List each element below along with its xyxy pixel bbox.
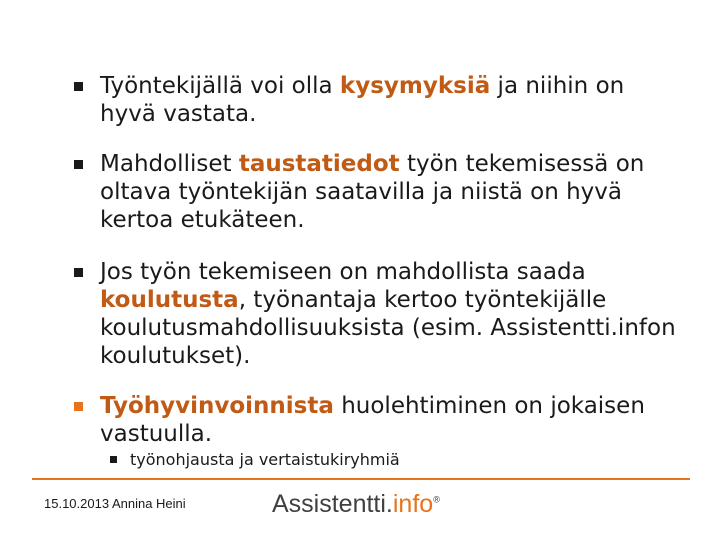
assistentti-logo	[272, 490, 440, 519]
bullet-3-highlight: koulutusta	[100, 287, 239, 313]
bullet-3-text-post: , työnantaja kertoo työntekijälle koulutusmahdollisuuksista (esim. Assistentti.infon koulutukset).	[100, 287, 676, 369]
footer-divider	[32, 478, 690, 480]
bullet-marker	[74, 82, 83, 91]
logo-main-text: Assistentti.	[272, 490, 393, 518]
bullet-1-text-pre: Työntekijällä voi olla	[100, 73, 340, 99]
bullet-4	[72, 392, 682, 448]
bullet-marker-orange	[74, 402, 83, 411]
bullet-1	[72, 72, 682, 128]
bullet-1-text-post: ja niihin on hyvä vastata.	[100, 73, 625, 127]
bullet-2-highlight: taustatiedot	[238, 151, 400, 177]
bullet-2-text-pre: Mahdolliset	[100, 151, 239, 177]
bullet-3-text-pre: Jos työn tekemiseen on mahdollista saada	[100, 259, 586, 285]
sub-bullet-text: työnohjausta ja vertaistukiryhmiä	[130, 450, 400, 469]
bullet-4-highlight: Työhyvinvoinnista	[100, 393, 334, 419]
sub-bullet-marker	[110, 456, 117, 463]
bullet-marker	[74, 268, 83, 277]
bullet-marker	[74, 160, 83, 169]
bullet-4-text-post: huolehtiminen on jokaisen vastuulla.	[100, 393, 645, 447]
bullet-2-text-post: työn tekemisessä on oltava työntekijän saatavilla ja niistä on hyvä kertoa etukäteen.	[100, 151, 645, 233]
logo-accent-text: info	[392, 490, 434, 518]
bullet-3	[72, 258, 682, 370]
bullet-2	[72, 150, 682, 234]
bullet-1-highlight: kysymyksiä	[339, 73, 491, 99]
footer-date-author: 15.10.2013 Annina Heini	[44, 496, 186, 511]
sub-bullet	[110, 450, 400, 470]
logo-registered-mark: ®	[433, 494, 440, 505]
